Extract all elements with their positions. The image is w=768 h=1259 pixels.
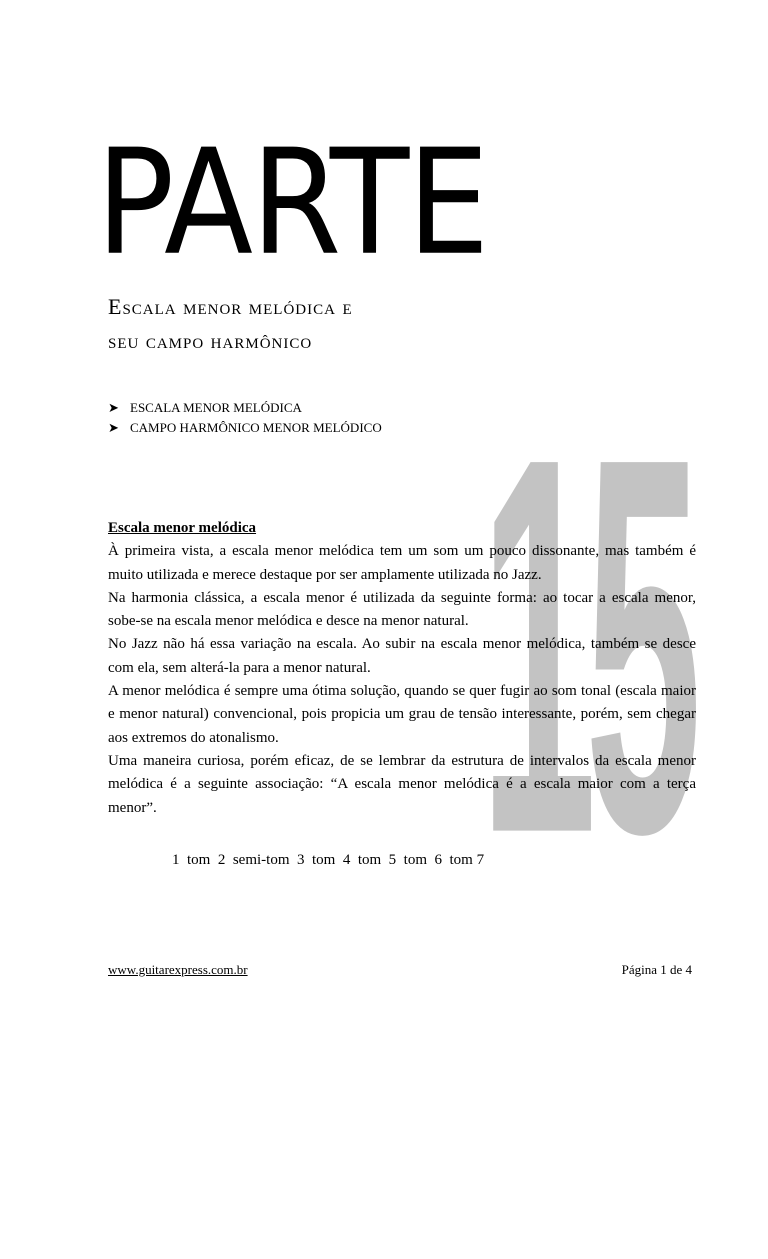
paragraph: À primeira vista, a escala menor melódica tem um som um pouco dissonante, mas também é muito utilizada e merece destaque por ser amplamente utilizada no Jazz. <box>108 543 696 583</box>
paragraph: No Jazz não há essa variação na escala. Ao subir na escala menor melódica, também se desce com ela, sem alterá-la para a menor natural. <box>108 636 696 676</box>
topic-item <box>108 398 382 418</box>
topic-label: CAMPO HARMÔNICO MENOR MELÓDICO <box>130 420 382 435</box>
paragraph: Na harmonia clássica, a escala menor é utilizada da seguinte forma: ao tocar a escala menor, sobe-se na escala menor melódica e desce na menor natural. <box>108 589 696 630</box>
part-number-digit-1: 1 <box>480 346 597 946</box>
website-link[interactable]: www.guitarexpress.com.br <box>108 962 248 977</box>
part-number-digit-2: 5 <box>585 346 702 946</box>
topic-list <box>108 398 382 438</box>
chapter-subtitle <box>108 290 353 358</box>
section-body <box>108 517 696 820</box>
paragraph: A menor melódica é sempre uma ótima solução, quando se quer fugir ao som tonal (escala maior e menor natural) convencional, pois propicia um grau de tensão interessante, porém, sem chegar aos extremos do atonalismo. <box>108 683 696 746</box>
arrow-icon: ➤ <box>108 420 119 435</box>
topic-item <box>108 418 382 438</box>
interval-structure: 1 tom 2 semi-tom 3 tom 4 tom 5 tom 6 tom 7 <box>172 852 485 868</box>
part-number <box>480 30 750 946</box>
page-number: Página 1 de 4 <box>621 962 692 977</box>
subtitle-line-1: Escala menor melódica e <box>108 294 353 319</box>
topic-label: ESCALA MENOR MELÓDICA <box>130 400 302 415</box>
arrow-icon: ➤ <box>108 400 119 415</box>
subtitle-line-2: seu campo harmônico <box>108 328 313 353</box>
section-heading: Escala menor melódica <box>108 520 257 536</box>
part-title: PARTE <box>96 117 488 288</box>
paragraph: Uma maneira curiosa, porém eficaz, de se lembrar da estrutura de intervalos da escala menor melódica é a seguinte associação: “A escala menor melódica é a escala maior com a terça menor”. <box>108 752 696 816</box>
